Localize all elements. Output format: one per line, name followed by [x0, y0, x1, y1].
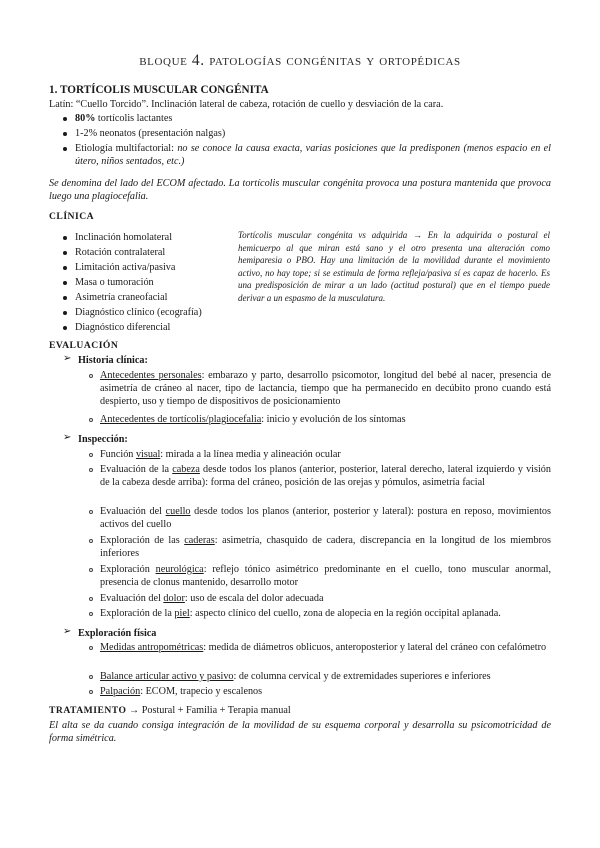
circle-bullet-icon [89, 539, 93, 543]
bullet-icon [63, 251, 67, 255]
circle-bullet-icon [89, 690, 93, 694]
tratamiento-line: TRATAMIENTO → Postural + Familia + Terapia manual [49, 705, 291, 716]
circle-bullet-icon [89, 468, 93, 472]
circle-bullet-icon [89, 453, 93, 457]
list-item: Rotación contralateral [75, 247, 166, 258]
list-item: Exploración de las caderas: asimetría, chasquido de cadera, discrepancia en la longitud de los miembros inferiores [100, 535, 551, 560]
bullet-icon [63, 117, 67, 121]
list-item: Asimetría craneofacial [75, 292, 168, 303]
list-item: Antecedentes personales: embarazo y parto, desarrollo psicomotor, longitud del bebé al nacer, presencia de asimetría de cráneo al nacer, tipo de lactancia, tiempo que ha permanecido en decúbito prono cuando está despierto, uso y tiempo de dispositivos de posicionamiento [100, 370, 551, 408]
list-item: Limitación activa/pasiva [75, 262, 176, 273]
list-item: 1-2% neonatos (presentación nalgas) [75, 128, 226, 139]
bullet-icon [63, 281, 67, 285]
arrow-bullet-icon: ➢ [63, 432, 72, 443]
list-item: Inclinación homolateral [75, 232, 173, 243]
circle-bullet-icon [89, 612, 93, 616]
list-item: Etiología multifactorial: no se conoce la causa exacta, varias posiciones que la predisponen (menos espacio en el útero, niños sentados, etc.) [75, 143, 552, 168]
circle-bullet-icon [89, 418, 93, 422]
subsection-label: Historia clínica: [78, 355, 148, 366]
list-item: Antecedentes de tortícolis/plagiocefalia: inicio y evolución de los síntomas [100, 414, 406, 425]
circle-bullet-icon [89, 568, 93, 572]
list-item: Exploración de la piel: aspecto clínico del cuello, zona de alopecia en la región occipital aplanada. [100, 608, 501, 619]
arrow-bullet-icon: ➢ [63, 626, 72, 637]
list-item: Diagnóstico diferencial [75, 322, 171, 333]
bullet-icon [63, 326, 67, 330]
intro-text: Latín: “Cuello Torcido”. Inclinación lateral de cabeza, rotación de cuello y desviación de la cara. [49, 99, 444, 110]
bullet-icon [63, 236, 67, 240]
circle-bullet-icon [89, 374, 93, 378]
bullet-icon [63, 311, 67, 315]
list-item: Función visual: mirada a la línea media y alineación ocular [100, 449, 341, 460]
list-item: Balance articular activo y pasivo: de columna cervical y de extremidades superiores e inferiores [100, 671, 491, 682]
section-heading: 1. TORTÍCOLIS MUSCULAR CONGÉNITA [49, 84, 269, 96]
list-item: Palpación: ECOM, trapecio y escalenos [100, 686, 263, 697]
list-item: Exploración neurológica: reflejo tónico asimétrico predominante en el cuello, tono muscular anormal, presencia de clonus mantenido, desarrollo motor [100, 564, 551, 589]
bullet-icon [63, 147, 67, 151]
clinica-heading: CLÍNICA [49, 211, 95, 222]
list-item: Diagnóstico clínico (ecografía) [75, 307, 202, 318]
evaluacion-heading: EVALUACIÓN [49, 340, 119, 351]
bullet-icon [63, 266, 67, 270]
list-item: Evaluación de la cabeza desde todos los planos (anterior, posterior, lateral derecho, lateral izquierdo y visión de la cabeza desde arriba): forma del cráneo, posición de las orejas y pómulos, asimetría facial [100, 464, 551, 489]
circle-bullet-icon [89, 597, 93, 601]
arrow-bullet-icon: ➢ [63, 353, 72, 364]
bullet-icon [63, 296, 67, 300]
list-item: 80% tortícolis lactantes [75, 113, 173, 124]
page-title: bloque 4. patologías congénitas y ortopédicas [139, 52, 461, 69]
list-item: Masa o tumoración [75, 277, 154, 288]
list-item: Medidas antropométricas: medida de diámetros oblicuos, anteroposterior y lateral del cráneo con cefalómetro [100, 642, 547, 653]
note-text: Se denomina del lado del ECOM afectado. La tortícolis muscular congénita provoca una postura mantenida que provoca luego una plagiocefalia. [49, 178, 551, 203]
list-item: Evaluación del cuello desde todos los planos (anterior, posterior y lateral): postura en reposo, movimientos activos del cuello [100, 506, 551, 531]
side-note: Tortícolis muscular congénita vs adquirida → En la adquirida o postural el hemicuerpo al que miran está sano y el otro presenta una alteración como hemiparesia o PBO. Hay una limitación de la movilidad durante el movimiento activo, no hay tope; si se estimula de forma refleja/pasiva sí es capaz de hacerlo. Es una predisposición de mirar a un lado (actitud postural) que en el tiempo puede derivar a un espasmo de la musculatura. [238, 230, 550, 303]
alta-note: El alta se da cuando consiga integración de la movilidad de su esquema corporal y desarrolla su psicomotricidad de forma simétrica. [49, 720, 551, 745]
bullet-icon [63, 132, 67, 136]
subsection-label: Inspección: [78, 434, 128, 445]
circle-bullet-icon [89, 675, 93, 679]
subsection-label: Exploración física [78, 628, 157, 639]
list-item: Evaluación del dolor: uso de escala del dolor adecuada [100, 593, 324, 604]
circle-bullet-icon [89, 510, 93, 514]
circle-bullet-icon [89, 646, 93, 650]
